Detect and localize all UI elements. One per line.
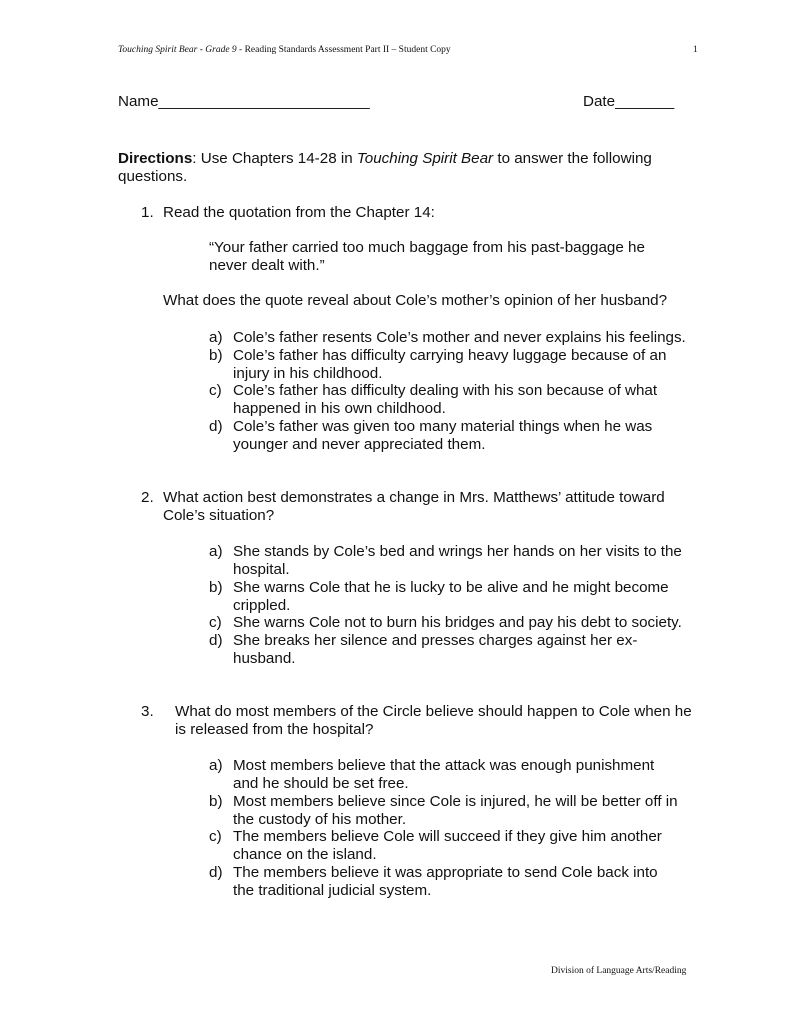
- question-quote: “Your father carried too much baggage from his past-baggage he never dealt with.”: [209, 239, 645, 274]
- option-letter: b): [209, 347, 223, 364]
- answer-option[interactable]: The members believe it was appropriate to send Cole back into the traditional judicial system.: [233, 864, 658, 899]
- directions-text-end: to answer the following questions.: [118, 150, 652, 185]
- option-letter: d): [209, 632, 223, 649]
- option-letter: c): [209, 382, 222, 399]
- header-book-title: Touching Spirit Bear - Grade 9: [118, 45, 237, 55]
- directions-book-title: Touching Spirit Bear: [356, 150, 494, 167]
- directions-text: : Use Chapters 14-28 in: [192, 150, 357, 167]
- answer-option[interactable]: Cole’s father has difficulty carrying heavy luggage because of an injury in his childhood.: [233, 347, 667, 382]
- answer-option[interactable]: She breaks her silence and presses charges against her ex-husband.: [233, 632, 638, 667]
- page-header: [118, 45, 451, 55]
- answer-option[interactable]: Cole’s father has difficulty dealing with his son because of what happened in his own childhood.: [233, 382, 658, 417]
- answer-option[interactable]: The members believe Cole will succeed if they give him another chance on the island.: [233, 828, 662, 863]
- question-text: What do most members of the Circle believe should happen to Cole when he is released from the hospital?: [175, 703, 692, 738]
- question-prompt: What does the quote reveal about Cole’s mother’s opinion of her husband?: [163, 292, 668, 309]
- name-field[interactable]: Name_________________________: [118, 93, 370, 110]
- option-letter: d): [209, 418, 223, 435]
- option-letter: a): [209, 543, 223, 560]
- option-letter: b): [209, 793, 223, 810]
- page-footer: Division of Language Arts/Reading: [551, 966, 687, 976]
- answer-option[interactable]: She stands by Cole’s bed and wrings her hands on her visits to the hospital.: [233, 543, 682, 578]
- option-letter: c): [209, 828, 222, 845]
- question-text: Read the quotation from the Chapter 14:: [163, 204, 435, 221]
- directions-label: Directions: [118, 150, 193, 167]
- question-text: What action best demonstrates a change in Mrs. Matthews’ attitude toward Cole’s situation?: [163, 489, 665, 524]
- option-letter: a): [209, 757, 223, 774]
- option-letter: c): [209, 614, 222, 631]
- option-letter: a): [209, 329, 223, 346]
- header-subtitle: - Reading Standards Assessment Part II – Student Copy: [236, 45, 451, 55]
- question-number: 2.: [141, 489, 154, 506]
- answer-option[interactable]: She warns Cole that he is lucky to be alive and he might become crippled.: [233, 579, 669, 614]
- answer-option[interactable]: Cole’s father resents Cole’s mother and never explains his feelings.: [233, 329, 686, 346]
- page-number: 1: [693, 45, 698, 55]
- date-field[interactable]: Date_______: [583, 93, 675, 110]
- answer-option[interactable]: She warns Cole not to burn his bridges and pay his debt to society.: [233, 614, 682, 631]
- answer-option[interactable]: Most members believe since Cole is injured, he will be better off in the custody of his mother.: [233, 793, 678, 828]
- directions: [118, 150, 698, 186]
- question-number: 1.: [141, 204, 154, 221]
- answer-option[interactable]: Most members believe that the attack was enough punishment and he should be set free.: [233, 757, 655, 792]
- option-letter: d): [209, 864, 223, 881]
- option-letter: b): [209, 579, 223, 596]
- question-number: 3.: [141, 703, 154, 720]
- answer-option[interactable]: Cole’s father was given too many material things when he was younger and never appreciated them.: [233, 418, 653, 453]
